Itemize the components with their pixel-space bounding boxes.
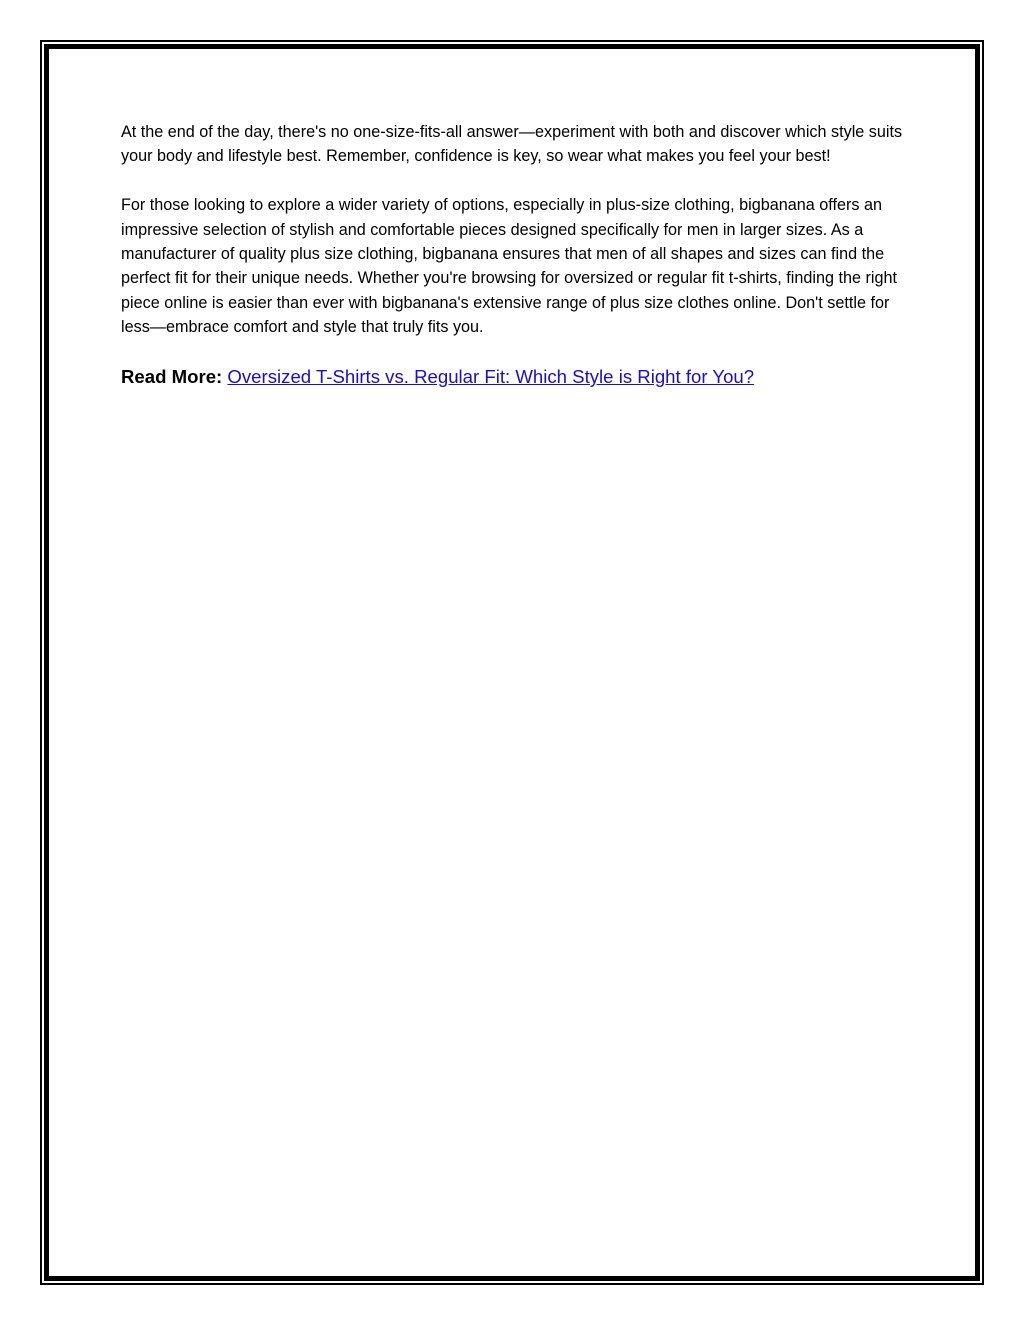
read-more-label: Read More:: [121, 366, 223, 388]
read-more-line: [121, 364, 911, 390]
read-more-link[interactable]: Oversized T-Shirts vs. Regular Fit: Which Style is Right for You?: [227, 366, 755, 388]
paragraph-conclusion: At the end of the day, there's no one-size-fits-all answer—experiment with both and discover which style suits your body and lifestyle best. Remember, confidence is key, so wear what makes you feel your best!: [121, 123, 903, 166]
paragraph-bigbanana: For those looking to explore a wider variety of options, especially in plus-size clothing, bigbanana offers an impressive selection of stylish and comfortable pieces designed specifically for men in larger sizes. As a manufacturer of quality plus size clothing, bigbanana ensures that men of all shapes and sizes can find the perfect fit for their unique needs. Whether you're browsing for oversized or regular fit t-shirts, finding the right piece online is easier than ever with bigbanana's extensive range of plus size clothes online. Don't settle for less—embrace comfort and style that truly fits you.: [121, 196, 897, 337]
document-body: [121, 120, 911, 390]
